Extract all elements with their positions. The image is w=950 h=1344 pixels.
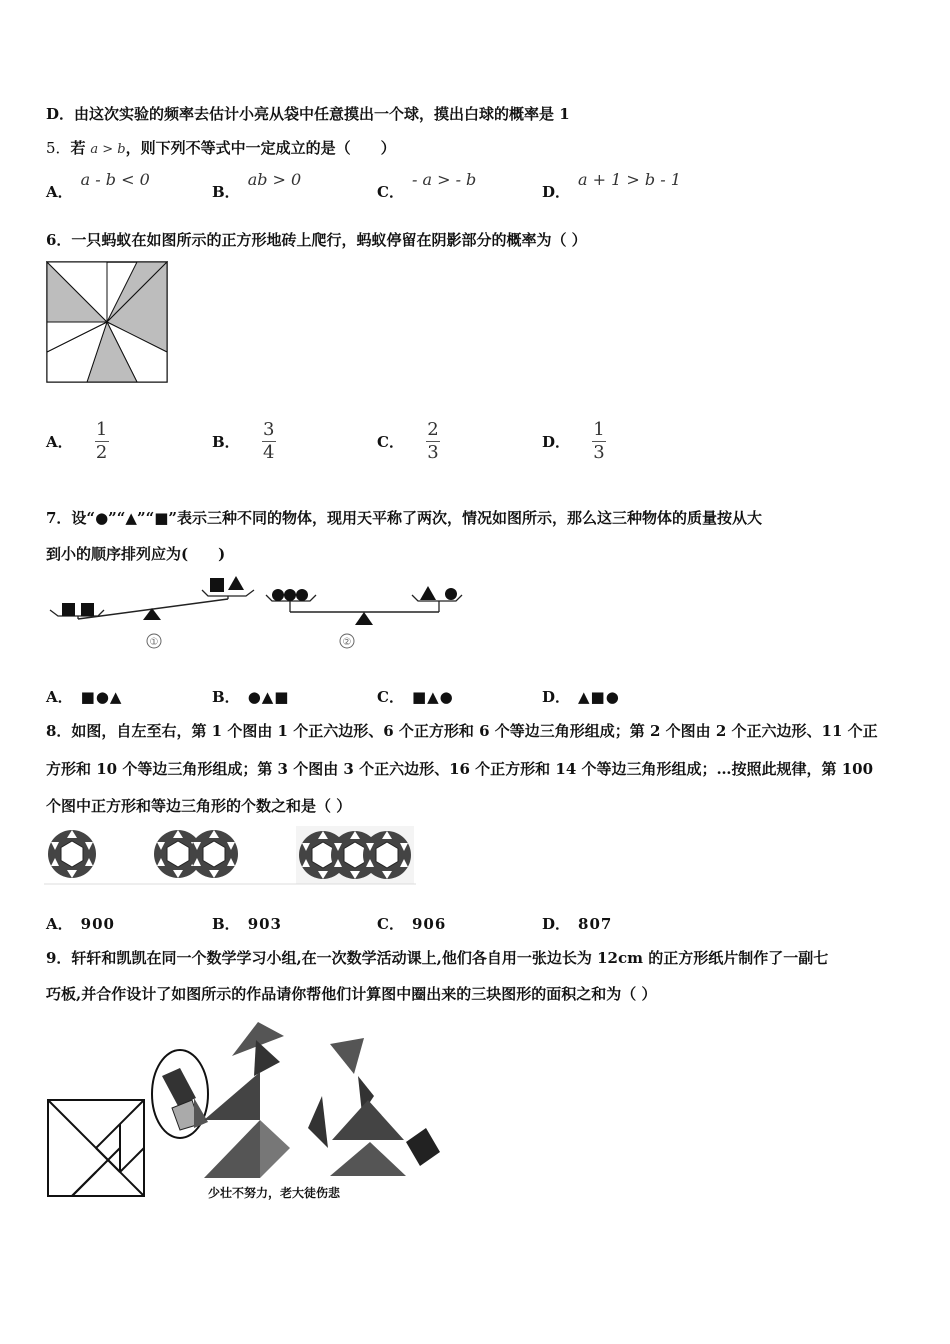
q7-balance-2 bbox=[266, 586, 462, 648]
q8-figure-3 bbox=[296, 826, 414, 884]
q8-option-a-label: A． bbox=[46, 915, 73, 933]
q4-option-d: D．由这次实验的频率去估计小亮从袋中任意摸出一个球，摸出白球的概率是 1 bbox=[46, 105, 570, 123]
q6-option-d-fraction bbox=[592, 420, 606, 463]
q7-option-a[interactable] bbox=[46, 686, 122, 707]
q7-option-c-label: C． bbox=[377, 688, 404, 706]
q5-condition: a > b bbox=[90, 142, 126, 157]
q7-balance-1-right-pan bbox=[202, 590, 254, 596]
q8-option-c-value: 906 bbox=[411, 915, 447, 933]
q7-option-d-value: ▲■● bbox=[578, 688, 620, 706]
q8-option-d[interactable] bbox=[542, 913, 612, 934]
q6-option-a-den: 2 bbox=[95, 442, 108, 463]
q6-option-d-den: 3 bbox=[593, 442, 605, 463]
q5-option-b-label: B． bbox=[212, 183, 240, 201]
q6-option-a-fraction bbox=[95, 420, 109, 463]
q8-option-c-label: C． bbox=[377, 915, 404, 933]
q5-option-d-math: a + 1 > b - 1 bbox=[578, 170, 681, 189]
q8-option-b-value: 903 bbox=[247, 915, 282, 933]
q8-stem-line2: 方形和 10 个等边三角形组成；第 3 个图由 3 个正六边形、16 个正方形和 14 个等边三角形组成；…按照此规律，第 100 bbox=[46, 760, 874, 778]
q6-option-b-den: 4 bbox=[262, 442, 275, 463]
q7-square-1c bbox=[210, 578, 224, 592]
q8-option-d-label: D． bbox=[542, 915, 571, 933]
q7-option-b-value: ●▲■ bbox=[247, 688, 290, 706]
q7-option-b-label: B． bbox=[212, 688, 240, 706]
q8-figure-1 bbox=[48, 830, 96, 878]
q6-option-c-fraction bbox=[426, 420, 440, 463]
q7-balance-1 bbox=[50, 576, 254, 648]
q8-option-d-value: 807 bbox=[578, 915, 613, 933]
q7-figure-label-2: ② bbox=[342, 637, 352, 648]
q8-options bbox=[46, 913, 906, 943]
q9-stem-line2: 巧板,并合作设计了如图所示的作品请你帮他们计算图中圈出来的三块图形的面积之和为（ ） bbox=[46, 985, 657, 1003]
q8-stem-line3: 个图中正方形和等边三角形的个数之和是（ ） bbox=[46, 797, 352, 815]
q6-option-b-num: 3 bbox=[262, 419, 275, 440]
q7-circle-2c bbox=[296, 589, 308, 601]
q6-option-a[interactable] bbox=[46, 420, 109, 463]
q6-option-a-num: 1 bbox=[95, 419, 108, 440]
q5-stem bbox=[46, 137, 396, 158]
q7-figure-label-1: ① bbox=[149, 637, 159, 648]
q7-option-c[interactable] bbox=[377, 686, 454, 707]
q6-option-c-label: C． bbox=[377, 433, 404, 451]
q5-stem-post: ，则下列不等式中一定成立的是（ ） bbox=[125, 139, 396, 157]
q5-option-a-label: A． bbox=[46, 183, 73, 201]
q5-option-d[interactable] bbox=[542, 170, 681, 202]
q6-option-d-num: 1 bbox=[593, 419, 605, 440]
q9-stem-line1: 9．轩轩和凯凯在同一个数学学习小组,在一次数学活动课上,他们各自用一张边长为 12cm 的正方形纸片制作了一副七 bbox=[46, 949, 829, 967]
q7-square-1b bbox=[81, 603, 94, 616]
q5-option-c[interactable] bbox=[377, 170, 476, 202]
q8-option-a-value: 900 bbox=[80, 915, 115, 933]
q8-pattern-figure bbox=[44, 822, 416, 888]
q6-option-d[interactable] bbox=[542, 420, 606, 463]
q6-option-b-label: B． bbox=[212, 433, 240, 451]
q7-option-c-value: ■▲● bbox=[411, 688, 454, 706]
q8-figure-2 bbox=[154, 830, 238, 878]
q7-option-d-label: D． bbox=[542, 688, 571, 706]
q6-option-b-fraction bbox=[262, 420, 276, 463]
q8-stem-line1: 8．如图，自左至右，第 1 个图由 1 个正六边形、6 个正方形和 6 个等边三角形组成；第 2 个图由 2 个正六边形、11 个正 bbox=[46, 722, 878, 740]
q8-option-a[interactable] bbox=[46, 913, 115, 934]
q7-option-d[interactable] bbox=[542, 686, 620, 707]
q7-triangle-2 bbox=[420, 586, 436, 600]
q9-figure-person-2 bbox=[308, 1038, 440, 1176]
q7-option-a-value: ■●▲ bbox=[80, 688, 123, 706]
q5-option-b[interactable] bbox=[212, 170, 301, 202]
q8-option-b-label: B． bbox=[212, 915, 240, 933]
q5-option-c-math: - a > - b bbox=[411, 170, 477, 189]
q7-triangle-1 bbox=[228, 576, 244, 590]
q7-stem-line1: 7．设“●”“▲”“■”表示三种不同的物体，现用天平称了两次，情况如图所示，那么这三种物体的质量按从大 bbox=[46, 509, 763, 527]
q7-option-a-label: A． bbox=[46, 688, 73, 706]
q6-stem: 6．一只蚂蚁在如图所示的正方形地砖上爬行，蚂蚁停留在阴影部分的概率为（ ） bbox=[46, 231, 587, 249]
q5-number: 5． bbox=[46, 139, 71, 157]
q6-square-tile-figure bbox=[46, 261, 168, 383]
q7-square-1a bbox=[62, 603, 75, 616]
q5-option-b-math: ab > 0 bbox=[247, 170, 302, 189]
q9-figure-person-1 bbox=[204, 1022, 290, 1178]
q7-stem-line2: 到小的顺序排列应为( ) bbox=[46, 545, 226, 563]
q7-option-b[interactable] bbox=[212, 686, 289, 707]
q7-balance-figure bbox=[44, 572, 469, 654]
q6-option-c[interactable] bbox=[377, 420, 440, 463]
q5-options bbox=[46, 170, 906, 200]
q7-circle-2d bbox=[445, 588, 457, 600]
q6-option-b[interactable] bbox=[212, 420, 276, 463]
q7-balance-1-left-pan bbox=[50, 610, 104, 616]
q7-balance-2-fulcrum bbox=[355, 612, 373, 625]
q6-option-c-num: 2 bbox=[427, 419, 439, 440]
q5-option-a-math: a - b < 0 bbox=[80, 170, 150, 189]
q6-options bbox=[46, 420, 906, 470]
q9-tangram-square bbox=[48, 1100, 144, 1196]
q6-option-d-label: D． bbox=[542, 433, 571, 451]
q9-tangram-figure bbox=[44, 1016, 444, 1208]
q5-stem-pre: 若 bbox=[70, 139, 86, 157]
q6-option-a-label: A． bbox=[46, 433, 73, 451]
q7-circle-2b bbox=[284, 589, 296, 601]
q9-figure-caption: 少壮不努力，老大徒伤悲 bbox=[207, 1186, 341, 1200]
q5-option-d-label: D． bbox=[542, 183, 571, 201]
q5-option-c-label: C． bbox=[377, 183, 404, 201]
q5-option-a[interactable] bbox=[46, 170, 150, 202]
q7-options bbox=[46, 686, 906, 716]
q7-circle-2a bbox=[272, 589, 284, 601]
q8-option-b[interactable] bbox=[212, 913, 282, 934]
q6-option-c-den: 3 bbox=[427, 442, 439, 463]
q8-option-c[interactable] bbox=[377, 913, 446, 934]
